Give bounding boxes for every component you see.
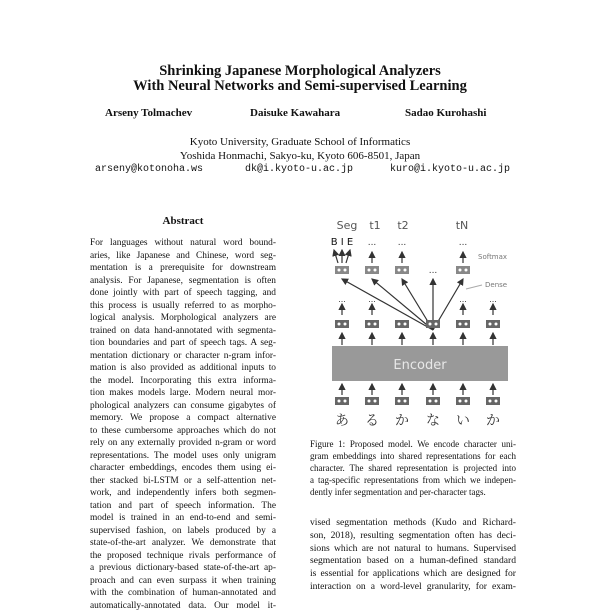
text-line: a tag-specific representations from which we indepen- — [310, 474, 516, 486]
shared-repr-box — [365, 320, 379, 328]
text-line: the model. Incorporating this extra informa- — [90, 375, 276, 388]
shared-repr-box — [456, 320, 470, 328]
email-3: kuro@i.kyoto-u.ac.jp — [390, 164, 510, 175]
char-embedding-box-dot — [404, 400, 407, 403]
text-line: Figure 1: Proposed model. We encode character uni- — [310, 438, 516, 450]
shared-repr-box — [426, 320, 440, 328]
text-line: done jointly with part of speech tagging, and — [90, 287, 276, 300]
dots-label: ... — [338, 295, 346, 304]
char-embedding-box — [486, 397, 500, 405]
author-1: Arseny Tolmachev — [105, 107, 192, 119]
dots-label: ... — [398, 238, 407, 248]
char-embedding-box-dot — [344, 400, 347, 403]
softmax-box-dot — [368, 269, 371, 272]
shared-repr-box-dot — [459, 323, 462, 326]
shared-repr-box-dot — [338, 323, 341, 326]
char-embedding-box-dot — [368, 400, 371, 403]
text-line: to these cumbersome approaches which do not — [90, 425, 276, 438]
text-line: mentation is a prerequisite for downstream — [90, 262, 276, 275]
text-line: vised segmentation methods (Kudo and Richard- — [310, 517, 516, 530]
shared-repr-box-dot — [465, 323, 468, 326]
text-line: state-of-the-art analyzer. We demonstrate that — [90, 537, 276, 550]
softmax-box-dot — [465, 269, 468, 272]
char-embedding-box-dot — [429, 400, 432, 403]
text-line: is essential for applications which are designed for — [310, 568, 516, 581]
char-embedding-box — [426, 397, 440, 405]
char-embedding-box-dot — [374, 400, 377, 403]
char-embedding-box-dot — [489, 400, 492, 403]
text-line: rely on any externally provided n-gram or word — [90, 437, 276, 450]
figure-1-diagram — [300, 205, 530, 435]
shared-repr-box-dot — [489, 323, 492, 326]
char-embedding-box-dot — [495, 400, 498, 403]
shared-repr-box — [395, 320, 409, 328]
text-line: sions which are not natural to humans. Supervised — [310, 543, 516, 556]
text-line: phological analyzers can consume gigabytes of — [90, 400, 276, 413]
dots-label: ... — [368, 238, 377, 248]
text-line: tion makes models large. Modern neural mor- — [90, 387, 276, 400]
dots-label: ... — [459, 238, 468, 248]
shared-repr-box-dot — [429, 323, 432, 326]
char-embedding-box-dot — [465, 400, 468, 403]
shared-repr-box-dot — [404, 323, 407, 326]
text-line: ther stacked bi-LSTM or a self-attention net- — [90, 475, 276, 488]
text-line: tion boundaries and part of speech tags. A seg- — [90, 337, 276, 350]
dense-label: Dense — [485, 281, 507, 289]
text-line: segmentation based on a human-defined standard — [310, 555, 516, 568]
text-line: proach and can even surpass it when training — [90, 575, 276, 588]
softmax-box-dot — [344, 269, 347, 272]
input-char: か — [486, 413, 500, 429]
dots-label: ... — [459, 295, 467, 304]
title-line-1: Shrinking Japanese Morphological Analyzers — [0, 64, 600, 79]
title-line-2: With Neural Networks and Semi-supervised Learning — [0, 79, 600, 94]
text-line: mation is also provided as additional inputs to — [90, 362, 276, 375]
bie-label: B I E — [331, 237, 354, 248]
dense-pointer — [466, 285, 482, 289]
input-char: い — [456, 413, 470, 429]
text-line: character. The shared representation is projected into — [310, 462, 516, 474]
softmax-box-dot — [404, 269, 407, 272]
shared-repr-box-dot — [344, 323, 347, 326]
arrow-icon — [334, 250, 338, 263]
text-line: work, and independently infers both segmen- — [90, 487, 276, 500]
dots-label: ... — [429, 266, 438, 276]
input-char: か — [395, 413, 409, 429]
text-line: aries, like Japanese and Chinese, word seg- — [90, 250, 276, 263]
head-label: t2 — [397, 219, 408, 232]
shared-repr-box-dot — [435, 323, 438, 326]
text-line: trained on data hand-annotated with segmenta- — [90, 325, 276, 338]
arrow-icon — [346, 250, 350, 263]
text-line: interaction on a word-level granularity, for exam- — [310, 581, 516, 594]
shared-repr-box-dot — [495, 323, 498, 326]
text-line: this process is usually referred to as morpho- — [90, 300, 276, 313]
softmax-box-dot — [398, 269, 401, 272]
text-line: automatically-annotated data. Our model it- — [90, 600, 276, 612]
softmax-box — [395, 266, 409, 274]
encoder-label: Encoder — [393, 358, 447, 373]
text-line: with the combination of human-annotated and — [90, 587, 276, 600]
text-line: representations. The model uses only unigram — [90, 450, 276, 463]
text-line: gram embeddings into shared representations for each — [310, 450, 516, 462]
text-line: For languages without natural word bound- — [90, 237, 276, 250]
dots-label: ... — [489, 295, 497, 304]
input-char: る — [365, 413, 379, 429]
dense-arrow — [342, 279, 433, 330]
char-embedding-box-dot — [338, 400, 341, 403]
shared-repr-box — [486, 320, 500, 328]
shared-repr-box — [335, 320, 349, 328]
softmax-label: Softmax — [478, 253, 507, 261]
text-line: a previous dictionary-based state-of-the-art ap- — [90, 562, 276, 575]
softmax-box — [335, 266, 349, 274]
text-line: memory. We propose a compact alternative — [90, 412, 276, 425]
dots-label: ... — [368, 295, 376, 304]
shared-repr-box-dot — [398, 323, 401, 326]
char-embedding-box — [395, 397, 409, 405]
text-line: mentation dictionary or character n-gram infor- — [90, 350, 276, 363]
abstract-heading: Abstract — [90, 215, 276, 227]
softmax-box-dot — [374, 269, 377, 272]
head-label: t1 — [369, 219, 380, 232]
softmax-box-dot — [459, 269, 462, 272]
author-2: Daisuke Kawahara — [250, 107, 340, 119]
email-2: dk@i.kyoto-u.ac.jp — [245, 164, 353, 175]
text-line: character embeddings, encodes them using ei- — [90, 462, 276, 475]
shared-repr-box-dot — [374, 323, 377, 326]
input-char: な — [426, 413, 440, 429]
abstract-text — [90, 237, 276, 612]
softmax-box-dot — [338, 269, 341, 272]
text-line: dently infer segmentation and per-character tags. — [310, 486, 516, 498]
head-label: tN — [456, 219, 469, 232]
text-line: logical analysis. Morphological analyzers are — [90, 312, 276, 325]
text-line: supervised fashion, on labels produced by a — [90, 525, 276, 538]
input-char: あ — [335, 413, 349, 429]
figure-caption — [310, 438, 516, 498]
char-embedding-box — [456, 397, 470, 405]
body-text — [310, 517, 516, 594]
text-line: son, 2018), resulting segmentation often has deci- — [310, 530, 516, 543]
text-line: the proposed technique rivals performance of — [90, 550, 276, 563]
text-line: tation and part of speech information. The — [90, 500, 276, 513]
email-1: arseny@kotonoha.ws — [95, 164, 203, 175]
char-embedding-box — [335, 397, 349, 405]
char-embedding-box-dot — [459, 400, 462, 403]
softmax-box — [365, 266, 379, 274]
text-line: model is trained in an end-to-end and semi- — [90, 512, 276, 525]
char-embedding-box-dot — [398, 400, 401, 403]
affiliation-line-1: Kyoto University, Graduate School of Informatics — [0, 136, 600, 148]
char-embedding-box-dot — [435, 400, 438, 403]
text-line: analysis. For Japanese, segmentation is often — [90, 275, 276, 288]
head-label: Seg — [337, 219, 358, 232]
affiliation-line-2: Yoshida Honmachi, Sakyo-ku, Kyoto 606-8501, Japan — [0, 150, 600, 162]
shared-repr-box-dot — [368, 323, 371, 326]
author-3: Sadao Kurohashi — [405, 107, 486, 119]
softmax-box — [456, 266, 470, 274]
char-embedding-box — [365, 397, 379, 405]
